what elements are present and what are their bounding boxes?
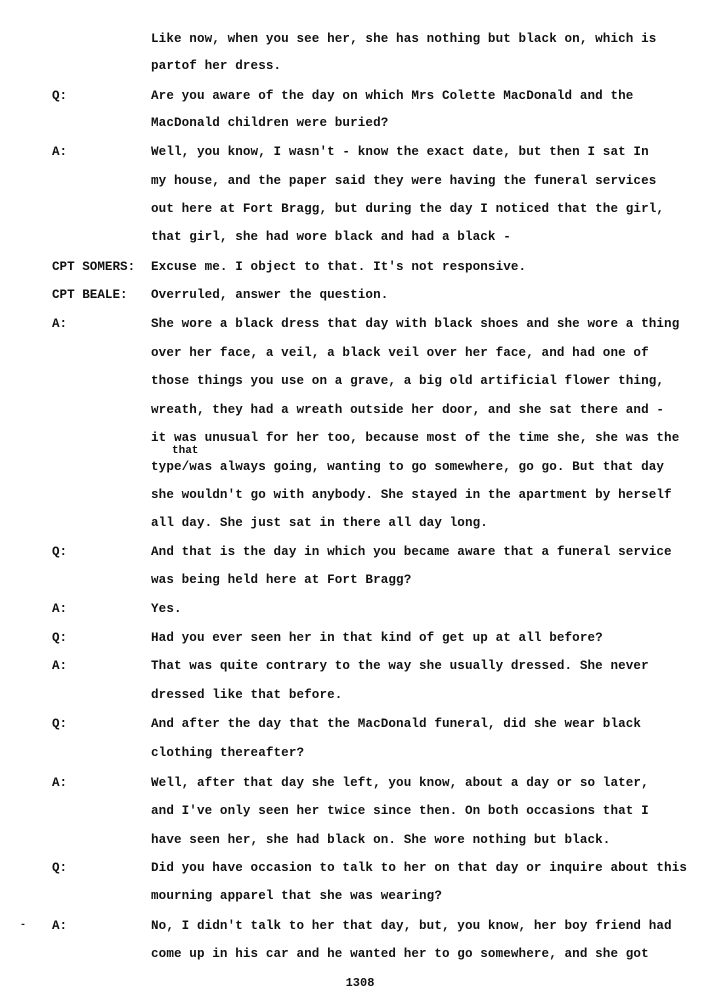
testimony-line: And that is the day in which you became aware that a funeral service xyxy=(151,545,672,559)
testimony-line: it was unusual for her too, because most of the time she, she was the xyxy=(151,431,680,445)
testimony-line: And after the day that the MacDonald funeral, did she wear black xyxy=(151,717,642,731)
testimony-line: type/was always going, wanting to go somewhere, go go. But that day xyxy=(151,460,665,474)
testimony-line: No, I didn't talk to her that day, but, you know, her boy friend had xyxy=(151,919,672,933)
testimony-line: She wore a black dress that day with black shoes and she wore a thing xyxy=(151,317,680,331)
handwritten-insertion: that xyxy=(172,445,199,457)
testimony-line: all day. She just sat in there all day long. xyxy=(151,516,488,530)
testimony-line: Yes. xyxy=(151,602,182,616)
testimony-line: out here at Fort Bragg, but during the day I noticed that the girl, xyxy=(151,202,665,216)
speaker-label: A: xyxy=(52,145,68,159)
speaker-label: A: xyxy=(52,602,68,616)
testimony-line: come up in his car and he wanted her to go somewhere, and she got xyxy=(151,947,649,961)
testimony-line: my house, and the paper said they were having the funeral services xyxy=(151,174,657,188)
speaker-label: CPT SOMERS: xyxy=(52,260,136,274)
testimony-line: have seen her, she had black on. She wore nothing but black. xyxy=(151,833,611,847)
testimony-line: and I've only seen her twice since then. On both occasions that I xyxy=(151,804,649,818)
speaker-label: Q: xyxy=(52,89,68,103)
testimony-line: she wouldn't go with anybody. She stayed in the apartment by herself xyxy=(151,488,672,502)
testimony-line: that girl, she had wore black and had a black - xyxy=(151,230,511,244)
testimony-line: Did you have occasion to talk to her on that day or inquire about this xyxy=(151,861,688,875)
testimony-line: MacDonald children were buried? xyxy=(151,116,389,130)
testimony-line: over her face, a veil, a black veil over her face, and had one of xyxy=(151,346,649,360)
speaker-label: A: xyxy=(52,919,68,933)
page-number: 1308 xyxy=(345,976,375,990)
testimony-line: wreath, they had a wreath outside her door, and she sat there and - xyxy=(151,403,665,417)
testimony-line: Overruled, answer the question. xyxy=(151,288,389,302)
speaker-label: A: xyxy=(52,659,68,673)
testimony-line: dressed like that before. xyxy=(151,688,343,702)
speaker-label: Q: xyxy=(52,861,68,875)
testimony-line: That was quite contrary to the way she usually dressed. She never xyxy=(151,659,649,673)
testimony-line: partof her dress. xyxy=(151,59,282,73)
speaker-label: Q: xyxy=(52,717,68,731)
testimony-line: those things you use on a grave, a big old artificial flower thing, xyxy=(151,374,665,388)
speaker-label: Q: xyxy=(52,631,68,645)
testimony-line: Well, you know, I wasn't - know the exact date, but then I sat In xyxy=(151,145,649,159)
testimony-line: Excuse me. I object to that. It's not responsive. xyxy=(151,260,527,274)
testimony-line: Are you aware of the day on which Mrs Colette MacDonald and the xyxy=(151,89,634,103)
testimony-line: clothing thereafter? xyxy=(151,746,305,760)
speaker-label: A: xyxy=(52,776,68,790)
testimony-line: Like now, when you see her, she has nothing but black on, which is xyxy=(151,32,657,46)
testimony-line: was being held here at Fort Bragg? xyxy=(151,573,412,587)
testimony-line: mourning apparel that she was wearing? xyxy=(151,889,442,903)
speaker-label: CPT BEALE: xyxy=(52,288,128,302)
margin-mark: - xyxy=(20,920,27,931)
testimony-line: Well, after that day she left, you know, about a day or so later, xyxy=(151,776,649,790)
speaker-label: A: xyxy=(52,317,68,331)
testimony-line: Had you ever seen her in that kind of get up at all before? xyxy=(151,631,603,645)
speaker-label: Q: xyxy=(52,545,68,559)
